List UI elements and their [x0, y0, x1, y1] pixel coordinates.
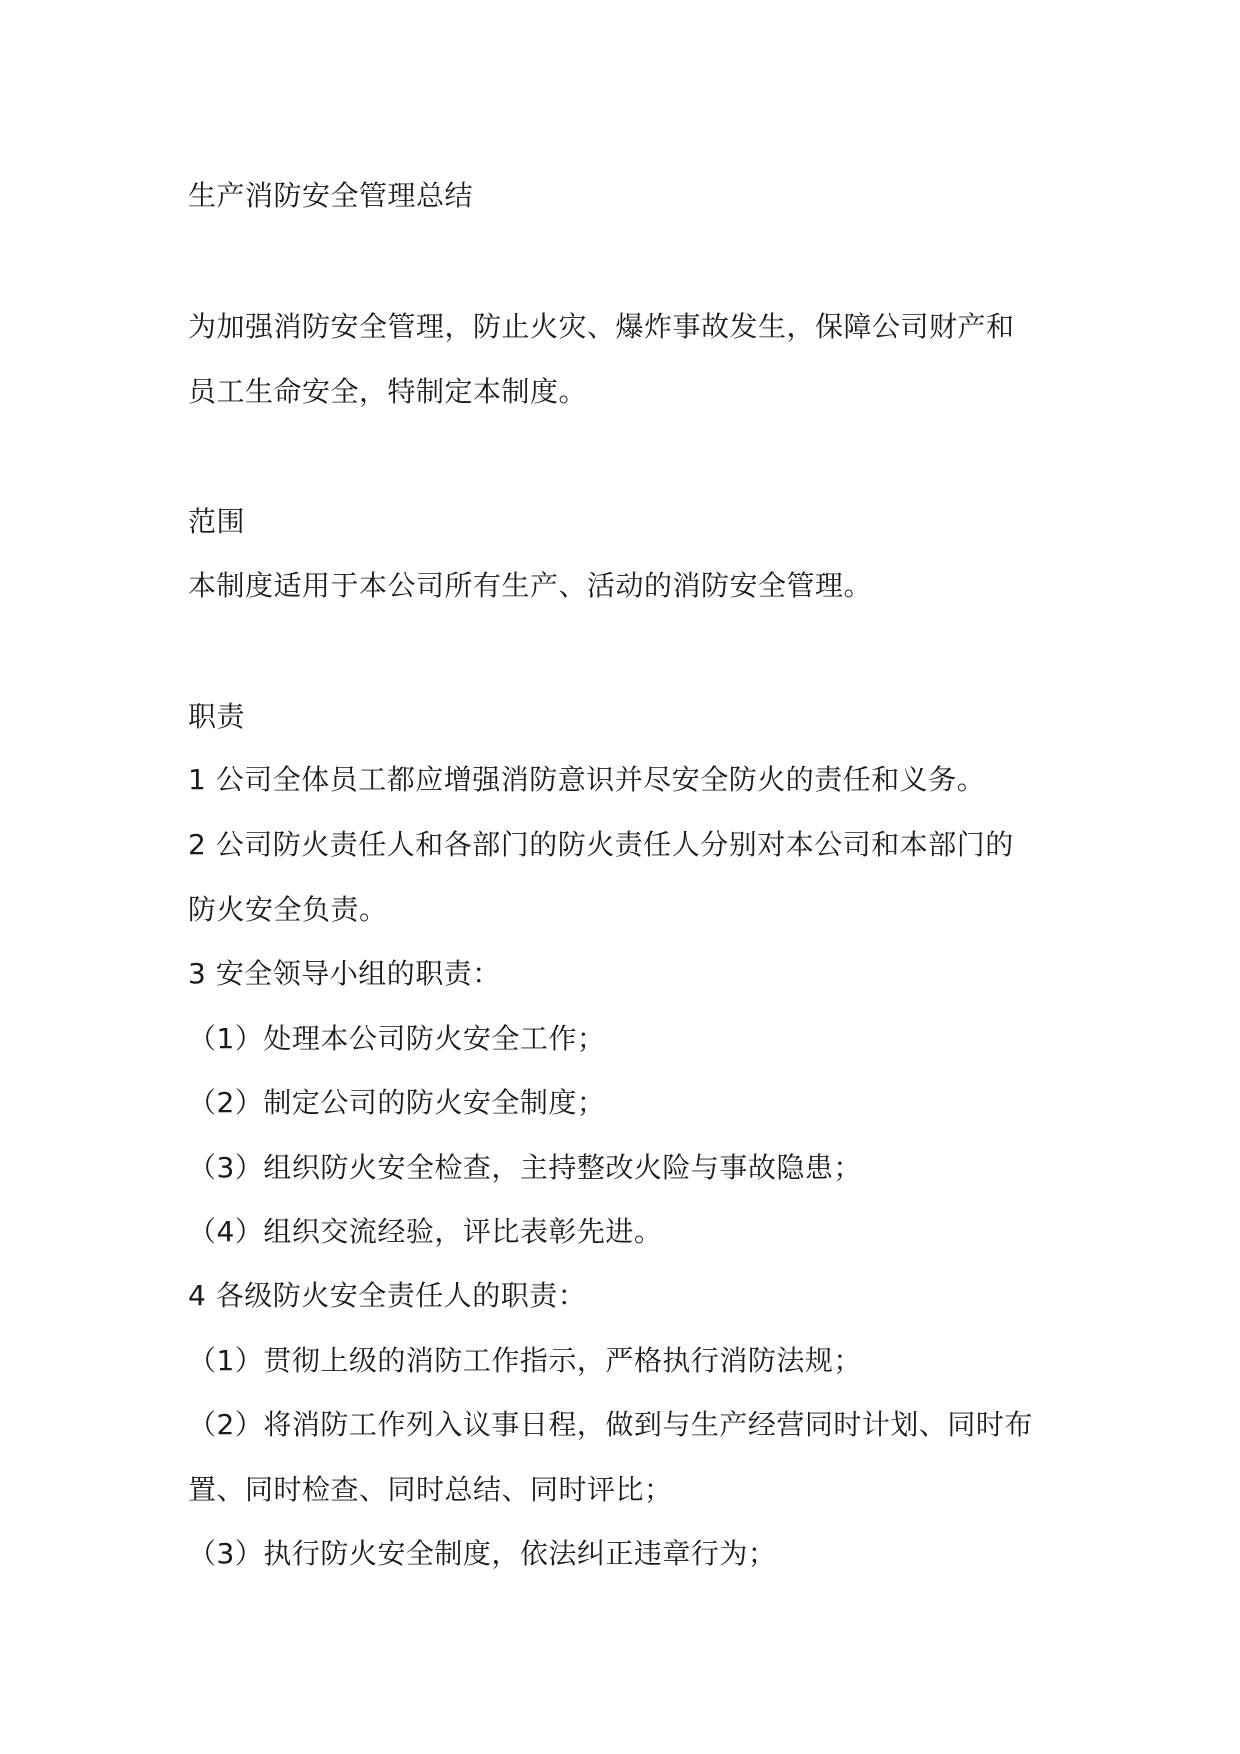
duty-item-3-sub-1: （1）处理本公司防火安全工作； [188, 1022, 606, 1055]
scope-heading: 范围 [188, 505, 246, 538]
duty-item-1: 1 公司全体员工都应增强消防意识并尽安全防火的责任和义务。 [188, 763, 986, 796]
duties-heading: 职责 [188, 700, 246, 733]
intro-line-1: 为加强消防安全管理，防止火灾、爆炸事故发生，保障公司财产和 [188, 310, 1015, 343]
scope-text: 本制度适用于本公司所有生产、活动的消防安全管理。 [188, 569, 873, 602]
duty-item-4-sub-3: （3）执行防火安全制度，依法纠正违章行为； [188, 1537, 777, 1570]
duty-item-3-sub-3: （3）组织防火安全检查，主持整改火险与事故隐患； [188, 1151, 862, 1184]
document-title: 生产消防安全管理总结 [188, 179, 474, 212]
duty-item-3-heading: 3 安全领导小组的职责： [188, 957, 501, 990]
duty-item-4-sub-1: （1）贯彻上级的消防工作指示，严格执行消防法规； [188, 1344, 862, 1377]
duty-item-4-sub-2-line-1: （2）将消防工作列入议事日程，做到与生产经营同时计划、同时布 [188, 1408, 1033, 1441]
duty-item-2-line-1: 2 公司防火责任人和各部门的防火责任人分别对本公司和本部门的 [188, 828, 1014, 861]
duty-item-3-sub-2: （2）制定公司的防火安全制度； [188, 1086, 606, 1119]
duty-item-3-sub-4: （4）组织交流经验，评比表彰先进。 [188, 1215, 663, 1248]
duty-item-2-line-2: 防火安全负责。 [188, 893, 388, 926]
duty-item-4-sub-2-line-2: 置、同时检查、同时总结、同时评比； [188, 1473, 673, 1506]
intro-line-2: 员工生命安全，特制定本制度。 [188, 375, 588, 408]
duty-item-4-heading: 4 各级防火安全责任人的职责： [188, 1279, 587, 1312]
